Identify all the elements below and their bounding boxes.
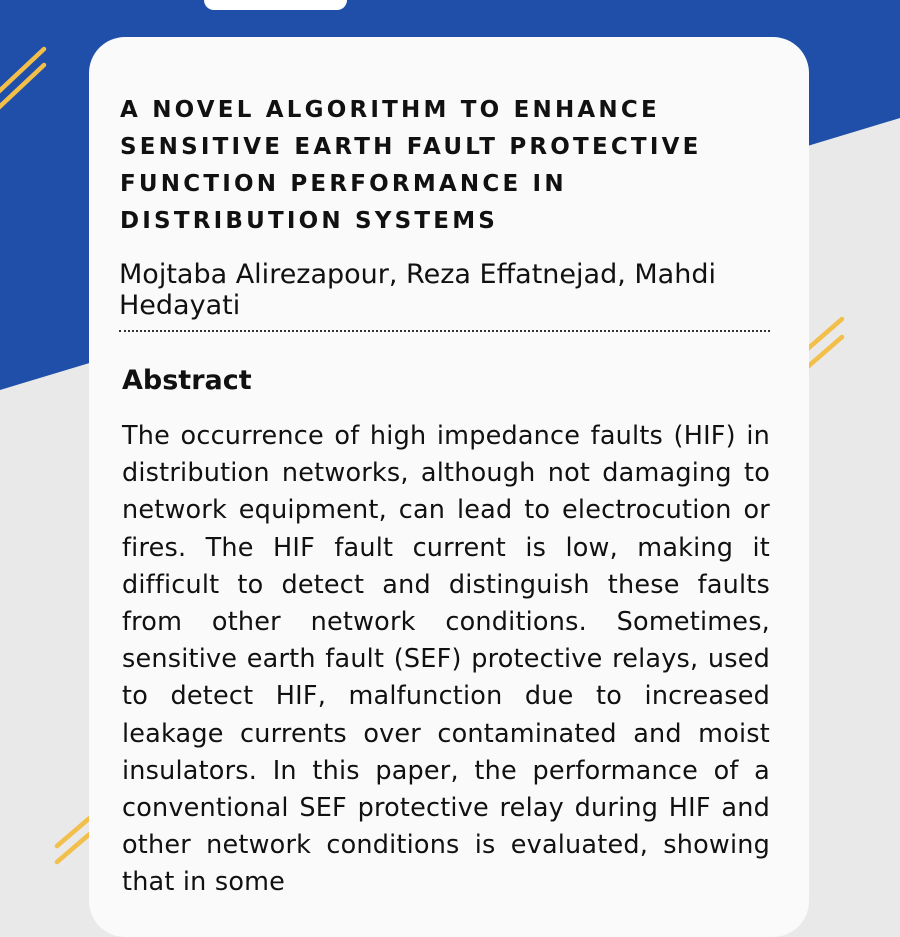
top-tab-decoration (204, 0, 347, 10)
abstract-heading: Abstract (122, 365, 252, 396)
abstract-text: The occurrence of high impedance faults (HIF) in distribution networks, although not damaging to network equipment, can lead to electrocution or fires. The HIF fault current is low, making it difficult to detect and distinguish these faults from other network conditions. Sometimes, sensitive earth fault (SEF) protective relays, used to detect HIF, malfunction due to increased leakage currents over contaminated and moist insulators. In this paper, the performance of a conventional SEF protective relay during HIF and other network conditions is evaluated, showing that in some (122, 421, 770, 898)
paper-authors: Mojtaba Alirezapour, Reza Effatnejad, Mahdi Hedayati (119, 259, 716, 321)
paper-title: A NOVEL ALGORITHM TO ENHANCE SENSITIVE EARTH FAULT PROTECTIVE FUNCTION PERFORMANCE IN DISTRIBUTION SYSTEMS (120, 97, 702, 234)
gold-stripes-right (804, 319, 842, 370)
dotted-divider (119, 330, 770, 332)
gold-stripes-bottom-left (57, 816, 92, 862)
